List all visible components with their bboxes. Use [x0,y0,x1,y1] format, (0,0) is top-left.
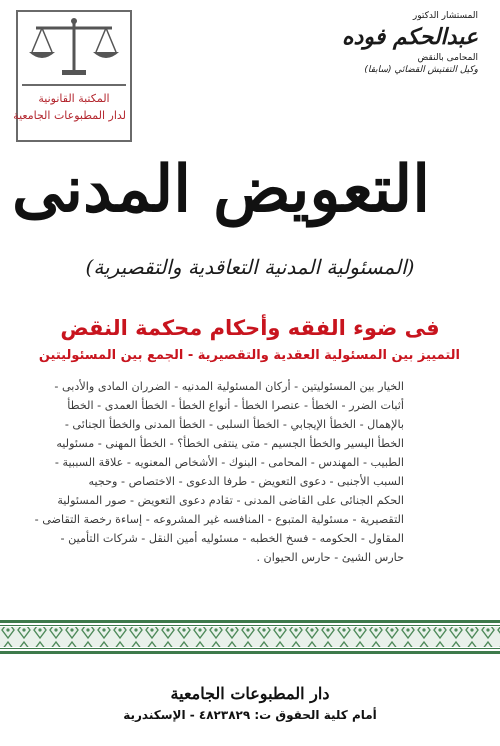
author-prefix: المستشار الدكتور [412,11,478,21]
emblem-line-1: المكتبة القانونية [38,92,110,105]
topics-line: بالإهمال - الخطأ الإيجابي - الخطأ السلبى - الخطأ المدنى والخطأ الجنائى - [64,418,404,431]
author-block [248,10,478,77]
ornament-pattern [0,620,500,654]
author-role: المحامى بالنقض [417,53,478,63]
topics-line: الخطأ اليسير والخطأ الجسيم - متى ينتفى الخطأ؟ - الخطأ المهنى - مسئوليه [56,437,404,450]
author-name: عبدالحكم فوده [342,24,478,50]
topics-line: أثبات الضرر - الخطأ - عنصرا الخطأ - أنواع الخطأ - الخطأ العمدى - الخطأ [67,399,404,412]
red-subheading: التمييز بين المسئولية العقدية والتقصيرية - الجمع بين المسئوليتين [38,348,460,363]
book-subtitle: (المسئولية المدنية التعاقدية والتقصيرية) [85,255,415,279]
topics-line: التقصيرية - مسئولية المتبوع - المنافسه غير المشروعه - إساءة رخصة التقاضى - [34,513,404,526]
publisher-address: أمام كلية الحقوق ت: ٤٨٢٣٨٢٩ - الإسكندرية [123,708,377,722]
red-heading: فى ضوء الفقه وأحكام محكمة النقض [60,316,440,340]
topics-line: الخيار بين المسئوليتين - أركان المسئولية المدنيه - الضرران المادى والأدبى - [54,380,404,393]
book-title: التعويض المدنى [11,152,430,227]
topics-line: الطبيب - المهندس - المحامى - البنوك - الأشخاص المعنويه - علاقة السببية - [54,456,404,469]
emblem-line-2: لدار المطبوعات الجامعية [13,109,126,122]
topics-line: الحكم الجنائى على القاضى المدنى - تقادم دعوى التعويض - صور المسئولية [57,494,404,507]
topics-line: السبب الأجنبى - دعوى التعويض - طرفا الدعوى - الاختصاص - وحجيه [88,475,404,488]
author-note: وكيل التفتيش القضائي (سابقا) [364,65,478,75]
publisher-emblem [13,10,132,142]
topics-line: المقاول - الحكومه - فسخ الخطبه - مسئوليه أمين النقل - شركات التأمين - [60,532,404,545]
scales-of-justice-icon [24,16,124,80]
emblem-caption [13,84,126,124]
publisher-name: دار المطبوعات الجامعية [170,684,330,703]
decorative-band [0,620,500,654]
topics-paragraph [34,377,404,567]
topics-line: حارس الشيئ - حارس الحيوان . [256,551,404,564]
